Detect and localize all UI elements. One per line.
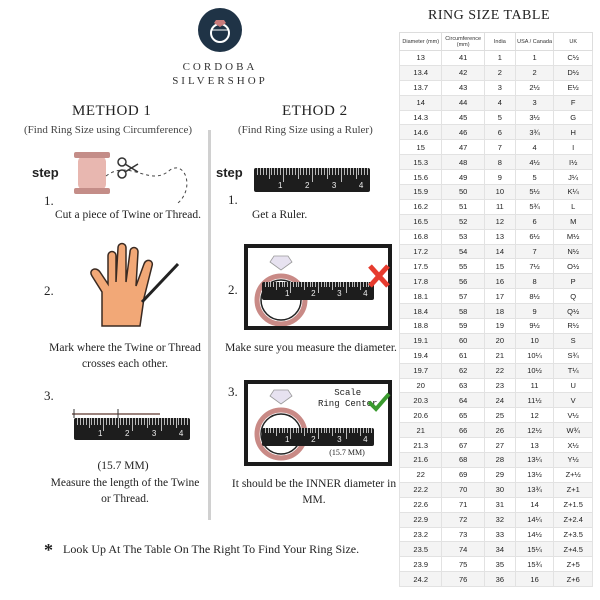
table-cell: 49 [442,170,484,185]
table-cell: 5¾ [515,199,554,214]
table-row [400,363,593,378]
table-cell: 18.4 [400,304,442,319]
table-cell: Z+4.5 [554,542,593,557]
table-row [400,393,593,408]
table-cell: 27 [484,438,515,453]
table-cell: 63 [442,378,484,393]
table-cell: C½ [554,51,593,66]
method-1-step-1-number: 1. [44,193,54,208]
table-cell: 65 [442,408,484,423]
table-cell: 19 [484,319,515,334]
table-row [400,140,593,155]
table-cell: 13 [484,229,515,244]
table-cell: 14½ [515,527,554,542]
table-row [400,185,593,200]
table-row [400,423,593,438]
method-2-measurement: (15.7 MM) [329,448,365,457]
table-row [400,333,593,348]
table-cell: 23.5 [400,542,442,557]
table-cell: 3 [515,95,554,110]
ruler-icon [74,418,190,440]
method-1-title: METHOD 1 [72,103,152,119]
ruler-number: 2 [304,181,310,190]
table-cell: D½ [554,65,593,80]
table-cell: 22 [400,467,442,482]
table-cell: 55 [442,259,484,274]
table-row [400,155,593,170]
header-diameter: Diameter (mm) [400,33,442,51]
table-cell: 20 [400,378,442,393]
table-cell: X½ [554,438,593,453]
table-row [400,527,593,542]
table-row [400,289,593,304]
table-cell: 10 [515,333,554,348]
table-cell: 13½ [515,467,554,482]
table-cell: V½ [554,408,593,423]
table-cell: 15.3 [400,155,442,170]
table-row [400,110,593,125]
method-1-subtitle: (Find Ring Size using Circumference) [24,124,193,136]
table-cell: 14 [484,244,515,259]
method-2-step-1-number: 1. [228,192,238,207]
method-2-step-3-text: It should be the INNER diameter in MM. [231,478,397,506]
ruler-number: 4 [178,429,184,438]
table-row [400,378,593,393]
check-icon [366,390,392,414]
table-cell: 8½ [515,289,554,304]
table-cell: 62 [442,363,484,378]
table-cell: 28 [484,453,515,468]
table-cell: 36 [484,572,515,587]
table-cell: I½ [554,155,593,170]
table-cell: 13¼ [515,453,554,468]
table-cell: 3¾ [515,125,554,140]
table-cell: 11½ [515,393,554,408]
table-cell: 16 [515,572,554,587]
method-2-subtitle: (Find Ring Size using a Ruler) [238,124,373,136]
table-cell: 52 [442,214,484,229]
table-row [400,199,593,214]
table-row [400,453,593,468]
table-cell: I [554,140,593,155]
ruler-number: 1 [285,289,290,298]
table-cell: K¼ [554,185,593,200]
table-cell: 15.9 [400,185,442,200]
table-cell: 48 [442,155,484,170]
ruler-number: 2 [311,289,316,298]
table-cell: F [554,95,593,110]
table-cell: 12 [484,214,515,229]
table-cell: 13.7 [400,80,442,95]
ring-logo-icon [198,8,242,52]
table-cell: 32 [484,512,515,527]
ruler-icon [262,282,374,300]
table-cell: 23.2 [400,527,442,542]
table-cell: 24.2 [400,572,442,587]
table-cell: 19.1 [400,333,442,348]
table-row [400,170,593,185]
table-cell: O½ [554,259,593,274]
table-cell: 15 [400,140,442,155]
method-2-step-1-text: Get a Ruler. [252,209,308,221]
table-cell: 17 [484,289,515,304]
table-cell: E½ [554,80,593,95]
table-cell: 21.3 [400,438,442,453]
table-cell: G [554,110,593,125]
table-row [400,408,593,423]
header-india: India [484,33,515,51]
table-cell: 21 [484,348,515,363]
table-row [400,214,593,229]
table-cell: V [554,393,593,408]
table-cell: 41 [442,51,484,66]
table-cell: 6 [515,214,554,229]
table-row [400,95,593,110]
table-cell: S [554,333,593,348]
table-cell: 23.9 [400,557,442,572]
table-cell: 21.6 [400,453,442,468]
table-row [400,304,593,319]
table-cell: Z+½ [554,467,593,482]
thread-length-icon [70,406,190,418]
header-uk: UK [554,33,593,51]
table-cell: 54 [442,244,484,259]
table-cell: 7½ [515,259,554,274]
table-cell: 6½ [515,229,554,244]
table-cell: 9 [515,304,554,319]
table-cell: Z+2.4 [554,512,593,527]
table-row [400,438,593,453]
ring-size-table-title: RING SIZE TABLE [428,8,551,23]
table-cell: 58 [442,304,484,319]
method-2-title: ETHOD 2 [282,103,348,119]
table-cell: 76 [442,572,484,587]
table-cell: 13 [515,438,554,453]
table-cell: 16.5 [400,214,442,229]
table-cell: R½ [554,319,593,334]
table-row [400,51,593,66]
ruler-number: 3 [337,435,342,444]
table-cell: 12½ [515,423,554,438]
table-cell: 30 [484,482,515,497]
footer-note [44,540,359,561]
table-cell: 60 [442,333,484,348]
ruler-number: 2 [311,435,316,444]
table-cell: 15.6 [400,170,442,185]
ruler-icon [262,428,374,446]
table-cell: 2½ [515,80,554,95]
table-cell: 25 [484,408,515,423]
method-1-step-3-text: Measure the length of the Twine or Thread. [50,477,200,505]
table-cell: 11 [484,199,515,214]
method-2-step-3-number: 3. [228,384,238,399]
ruler-number: 3 [151,429,157,438]
method-2-step-2-text: Make sure you measure the diameter. [225,342,397,354]
table-cell: W¾ [554,423,593,438]
table-cell: 1 [484,51,515,66]
ruler-number: 4 [358,181,364,190]
table-cell: 22.9 [400,512,442,527]
asterisk-icon: * [44,540,53,560]
table-row [400,65,593,80]
logo-line-1: CORDOBA [182,61,258,73]
table-cell: 31 [484,497,515,512]
table-cell: U [554,378,593,393]
method-1-step-label: step [32,165,59,180]
table-cell: 9½ [515,319,554,334]
table-row [400,125,593,140]
table-cell: 42 [442,65,484,80]
table-row [400,557,593,572]
table-cell: 22.6 [400,497,442,512]
table-cell: Q [554,289,593,304]
table-cell: 8 [515,274,554,289]
table-cell: 53 [442,229,484,244]
table-cell: 75 [442,557,484,572]
inner-diameter-frame [244,380,392,466]
table-cell: Y½ [554,453,593,468]
table-cell: 11 [515,378,554,393]
hand-marking-icon [82,242,182,330]
header-usa-canada: USA / Canada [515,33,554,51]
method-2-step-label: step [216,165,243,180]
table-cell: L [554,199,593,214]
table-cell: 69 [442,467,484,482]
table-cell: 4 [515,140,554,155]
ruler-number: 3 [331,181,337,190]
table-cell: Z+3.5 [554,527,593,542]
table-cell: 21 [400,423,442,438]
table-cell: 5 [484,110,515,125]
table-row [400,497,593,512]
table-cell: 3½ [515,110,554,125]
table-cell: 15¾ [515,557,554,572]
table-cell: 6 [484,125,515,140]
table-cell: M½ [554,229,593,244]
table-cell: 68 [442,453,484,468]
logo-line-2: SILVERSHOP [172,75,268,87]
table-cell: 23 [484,378,515,393]
table-row [400,80,593,95]
table-cell: 19.4 [400,348,442,363]
ruler-icon [254,168,370,192]
table-cell: 3 [484,80,515,95]
table-cell: 20.3 [400,393,442,408]
table-cell: M [554,214,593,229]
ruler-number: 4 [363,435,368,444]
footer-text: Look Up At The Table On The Right To Find Your Ring Size. [63,542,360,556]
table-cell: Z+5 [554,557,593,572]
table-row [400,542,593,557]
method-1-step-3-number: 3. [44,388,54,403]
table-cell: Q½ [554,304,593,319]
table-row [400,274,593,289]
table-cell: 56 [442,274,484,289]
table-cell: 10 [484,185,515,200]
table-cell: 7 [484,140,515,155]
table-cell: 61 [442,348,484,363]
table-row [400,319,593,334]
table-cell: H [554,125,593,140]
ruler-number: 4 [363,289,368,298]
table-cell: 15 [484,259,515,274]
table-cell: 43 [442,80,484,95]
table-row [400,482,593,497]
table-cell: 57 [442,289,484,304]
table-cell: 2 [515,65,554,80]
table-cell: 51 [442,199,484,214]
table-cell: 35 [484,557,515,572]
table-cell: 4½ [515,155,554,170]
table-row [400,244,593,259]
table-cell: 13.4 [400,65,442,80]
table-cell: 67 [442,438,484,453]
table-cell: 9 [484,170,515,185]
table-cell: 59 [442,319,484,334]
table-cell: 10¼ [515,348,554,363]
table-header-row [400,33,593,51]
table-row [400,229,593,244]
ring-size-table [399,32,593,587]
table-cell: 12 [515,408,554,423]
ring-center-label: Ring Center [318,399,378,409]
table-cell: 13 [400,51,442,66]
scale-label: Scale [334,388,362,398]
table-cell: 20.6 [400,408,442,423]
table-cell: N½ [554,244,593,259]
table-cell: 73 [442,527,484,542]
method-1-step-1-text: Cut a piece of Twine or Thread. [55,209,201,221]
table-row [400,259,593,274]
table-cell: 26 [484,423,515,438]
table-cell: 47 [442,140,484,155]
table-cell: 18 [484,304,515,319]
table-cell: 17.2 [400,244,442,259]
ruler-number: 1 [97,429,103,438]
table-cell: S¾ [554,348,593,363]
header-circumference: Circumference (mm) [442,33,484,51]
table-cell: 19.7 [400,363,442,378]
brand-logo [150,8,290,88]
table-cell: 15¼ [515,542,554,557]
table-cell: 64 [442,393,484,408]
table-cell: J¼ [554,170,593,185]
table-cell: 46 [442,125,484,140]
table-cell: 5½ [515,185,554,200]
table-cell: 7 [515,244,554,259]
table-cell: 14.3 [400,110,442,125]
table-cell: 18.1 [400,289,442,304]
table-cell: 33 [484,527,515,542]
ruler-number: 1 [285,435,290,444]
table-row [400,512,593,527]
table-cell: 1 [515,51,554,66]
method-1-step-2-text: Mark where the Twine or Thread crosses each other. [49,342,201,370]
table-cell: 5 [515,170,554,185]
table-row [400,572,593,587]
table-cell: P [554,274,593,289]
table-cell: 22 [484,363,515,378]
table-cell: Z+1 [554,482,593,497]
table-cell: 50 [442,185,484,200]
method-divider [208,130,211,520]
table-cell: 71 [442,497,484,512]
method-2-step-2-number: 2. [228,282,238,297]
ruler-number: 3 [337,289,342,298]
table-cell: 16.8 [400,229,442,244]
table-row [400,348,593,363]
table-cell: T¼ [554,363,593,378]
table-cell: 17.8 [400,274,442,289]
ruler-number: 1 [277,181,283,190]
table-cell: 24 [484,393,515,408]
thread-spool-icon [70,148,200,210]
table-cell: 17.5 [400,259,442,274]
method-1-step-2-number: 2. [44,283,54,298]
table-cell: 18.8 [400,319,442,334]
diameter-frame [244,244,392,330]
table-cell: 16 [484,274,515,289]
table-cell: 72 [442,512,484,527]
table-cell: 66 [442,423,484,438]
ruler-number: 2 [124,429,130,438]
table-body [400,51,593,587]
table-cell: 16.2 [400,199,442,214]
table-cell: 8 [484,155,515,170]
table-cell: 22.2 [400,482,442,497]
method-1-measurement: (15.7 MM) [97,460,149,472]
table-cell: 45 [442,110,484,125]
table-cell: 74 [442,542,484,557]
table-cell: 4 [484,95,515,110]
table-cell: 70 [442,482,484,497]
table-cell: 14.6 [400,125,442,140]
table-cell: 14 [400,95,442,110]
table-cell: Z+1.5 [554,497,593,512]
table-cell: 44 [442,95,484,110]
table-cell: 13¾ [515,482,554,497]
table-cell: 20 [484,333,515,348]
cross-icon [366,262,392,290]
table-cell: 34 [484,542,515,557]
table-cell: Z+6 [554,572,593,587]
table-row [400,467,593,482]
table-cell: 14¼ [515,512,554,527]
table-cell: 10½ [515,363,554,378]
table-cell: 29 [484,467,515,482]
table-cell: 2 [484,65,515,80]
table-cell: 14 [515,497,554,512]
